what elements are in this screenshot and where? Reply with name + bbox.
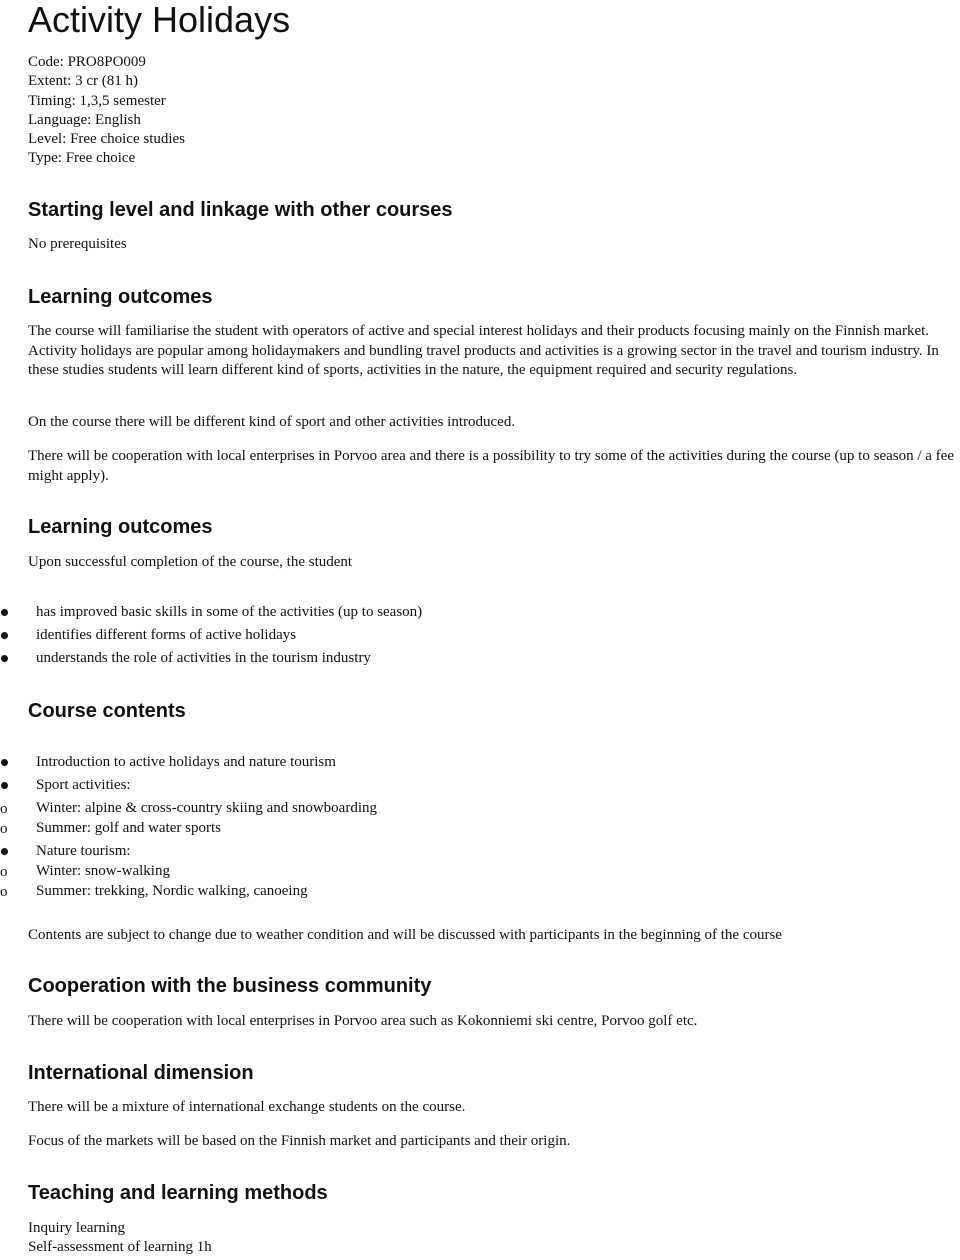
bullet-circle-icon: o [0,864,8,880]
section-heading-course-contents: Course contents [28,700,186,722]
meta-code: Code: PRO8PO009 [28,54,146,70]
bullet-disc-icon [1,609,8,616]
bullet-disc-icon [1,632,8,639]
list-item: has improved basic skills in some of the activities (up to season) [28,602,422,622]
teaching-methods [28,1219,212,1258]
meta-timing: Timing: 1,3,5 semester [28,92,166,109]
learning-outcomes-paragraph-2: On the course there will be different kind of sport and other activities introduced. [28,414,516,430]
learning-outcomes-paragraph-3: There will be cooperation with local enterprises in Porvoo area and there is a possibility to try some of the activities during the course (up to season / a fee might apply). [28,448,954,484]
bullet-circle-icon: o [0,884,8,900]
course-meta [28,53,185,169]
bullet-disc-icon [1,848,8,855]
list-item: understands the role of activities in the tourism industry [28,648,422,668]
list-item: Nature tourism: [28,841,377,861]
section-heading-teaching: Teaching and learning methods [28,1182,328,1204]
meta-language: Language: English [28,111,141,128]
meta-extent: Extent: 3 cr (81 h) [28,73,138,90]
bullet-disc-icon [1,782,8,789]
section-heading-learning-outcomes: Learning outcomes [28,286,213,308]
page-title: Activity Holidays [28,0,291,40]
list-item: o Winter: alpine & cross-country skiing and snowboarding [0,800,377,817]
course-contents-note: Contents are subject to change due to weather condition and will be discussed with participants in the beginning of the course [28,927,782,943]
list-item: Sport activities: [28,775,377,795]
section-heading-cooperation: Cooperation with the business community [28,975,432,997]
meta-type: Type: Free choice [28,150,136,167]
teaching-line-1: Inquiry learning [28,1220,126,1236]
international-paragraph-1: There will be a mixture of international exchange students on the course. [28,1099,466,1115]
list-item: Introduction to active holidays and nature tourism [28,752,377,772]
learning-outcomes-paragraph-1: The course will familiarise the student with operators of active and special interest holidays and their products focusing mainly on the Finnish market. Activity holidays are popular among holidaymakers and bundling travel products and activities is a growing sector in the travel and tourism industry. In these studies students will learn different kind of sports, activities in the nature, the equipment required and security regulations. [28,323,939,378]
section-heading-learning-outcomes-2: Learning outcomes [28,516,213,538]
bullet-circle-icon: o [0,821,8,837]
learning-outcomes-intro: Upon successful completion of the course, the student [28,554,353,570]
section-heading-starting-level: Starting level and linkage with other courses [28,199,453,221]
bullet-circle-icon: o [0,801,8,817]
course-contents-list [0,752,377,901]
international-paragraph-2: Focus of the markets will be based on the Finnish market and participants and their origin. [28,1133,571,1149]
learning-outcomes-list [28,602,422,668]
list-item: identifies different forms of active holidays [28,625,422,645]
cooperation-text: There will be cooperation with local enterprises in Porvoo area such as Kokonniemi ski centre, Porvoo golf etc. [28,1013,698,1029]
list-item: o Winter: snow-walking [0,863,170,880]
list-item: o Summer: golf and water sports [0,820,221,837]
starting-level-text: No prerequisites [28,236,127,252]
list-item: o Summer: trekking, Nordic walking, canoeing [0,883,308,900]
meta-level: Level: Free choice studies [28,131,186,148]
bullet-disc-icon [1,655,8,662]
teaching-line-2: Self-assessment of learning 1h [28,1239,212,1256]
section-heading-international: International dimension [28,1062,254,1084]
bullet-disc-icon [1,759,8,766]
